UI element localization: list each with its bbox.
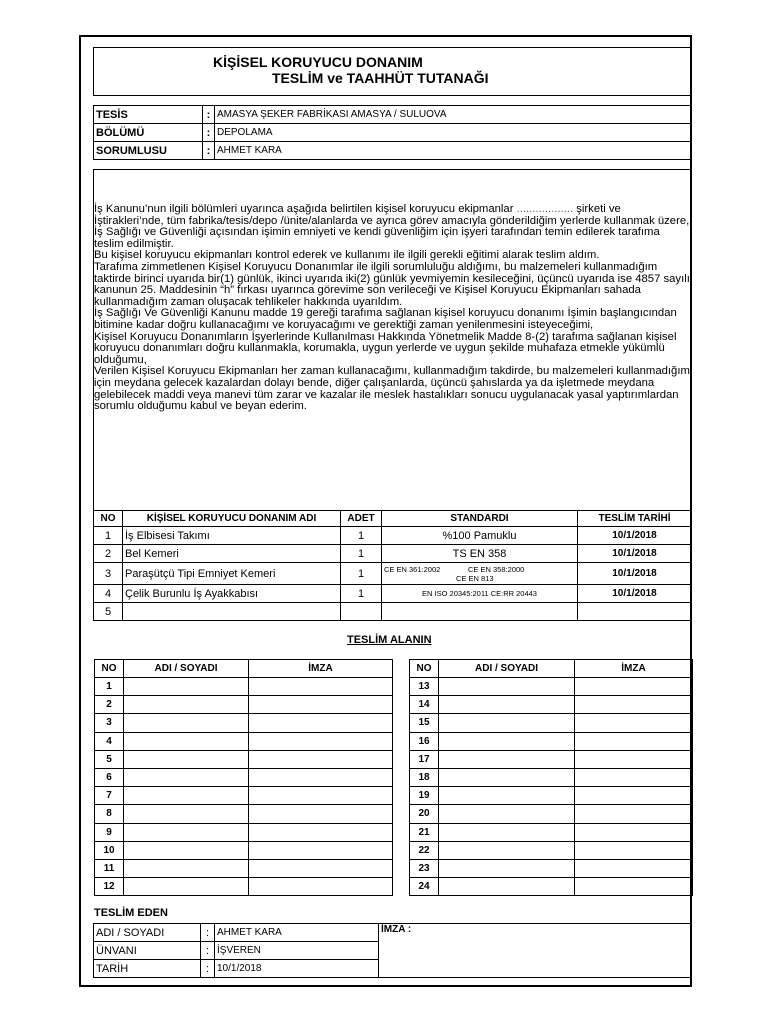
receiver-no: 23 — [410, 859, 439, 877]
receiver-name-cell[interactable] — [439, 696, 575, 714]
standard-c: CE EN 813 — [456, 573, 494, 583]
receiver-no: 13 — [410, 678, 439, 696]
responsible-label: SORUMLUSU — [94, 142, 203, 160]
receiver-no: 17 — [410, 750, 439, 768]
ppe-header-standard: STANDARDI — [382, 511, 578, 527]
ppe-no: 4 — [94, 585, 123, 603]
receiver-signature-cell[interactable] — [249, 768, 393, 786]
receiver-name-cell[interactable] — [439, 732, 575, 750]
giver-section-title: TESLİM EDEN — [94, 907, 168, 919]
receiver-name-cell[interactable] — [124, 878, 249, 896]
header-sign: İMZA — [249, 660, 393, 678]
header-no: NO — [410, 660, 439, 678]
receiver-no: 24 — [410, 878, 439, 896]
responsible-value: AHMET KARA — [215, 142, 692, 160]
receiver-no: 10 — [95, 841, 124, 859]
receiver-signature-cell[interactable] — [575, 696, 693, 714]
receiver-no: 15 — [410, 714, 439, 732]
receivers-header-row — [95, 660, 393, 678]
receiver-no: 4 — [95, 732, 124, 750]
header-name: ADI / SOYADI — [439, 660, 575, 678]
receiver-signature-cell[interactable] — [249, 732, 393, 750]
giver-date-colon: : — [201, 960, 215, 978]
receiver-signature-cell[interactable] — [575, 678, 693, 696]
facility-colon: : — [203, 106, 215, 124]
receiver-name-cell[interactable] — [439, 878, 575, 896]
receiver-no: 9 — [95, 823, 124, 841]
receivers-table-left — [94, 659, 393, 896]
commitment-paragraph-1 — [94, 204, 690, 250]
table-row — [94, 585, 692, 603]
table-row — [94, 527, 692, 545]
receiver-no: 18 — [410, 768, 439, 786]
table-row — [95, 732, 393, 750]
commitment-paragraph-3: Tarafıma zimmetlenen Kişisel Koruyucu Donanımlar ile ilgili sorumluluğu aldığımı, bu malzemeleri kullanmadığım taktirde birinci uyarıda bir(1) günlük, ikinci uyarıda iki(2) günlük yevmiyemin kesileceğini, üçüncü uyarıda ise 4857 sayılı kanunun 25. Maddesinin “h” fırkası uyarınca görevime son verileceği ve Kişisel Koruyucu Ekipmanları sahada kullanmadığım zaman oluşacak tehlikeler hakkında uyarıldım. — [94, 260, 690, 308]
department-value: DEPOLAMA — [215, 124, 692, 142]
ppe-qty: 1 — [341, 545, 382, 563]
table-row — [95, 878, 393, 896]
receiver-signature-cell[interactable] — [575, 750, 693, 768]
receiver-no: 14 — [410, 696, 439, 714]
receiver-name-cell[interactable] — [124, 787, 249, 805]
receiver-name-cell[interactable] — [439, 750, 575, 768]
table-row — [95, 787, 393, 805]
receiver-name-cell[interactable] — [124, 823, 249, 841]
facility-value: AMASYA ŞEKER FABRİKASI AMASYA / SULUOVA — [215, 106, 692, 124]
receiver-no: 5 — [95, 750, 124, 768]
receiver-no: 2 — [95, 696, 124, 714]
ppe-qty — [341, 603, 382, 621]
p1-start: İş Kanunu’nun ilgili bölümleri uyarınca aşağıda belirtilen kişisel koruyucu ekipmanlar — [94, 203, 517, 215]
giver-name-colon: : — [201, 924, 215, 942]
giver-title-value: İŞVEREN — [215, 942, 379, 960]
receiver-name-cell[interactable] — [124, 678, 249, 696]
commitment-paragraph-5: Kişisel Koruyucu Donanımların İşyerlerinde Kullanılması Hakkında Yönetmelik Madde 8-(2) tarafıma sağlanan kişisel koruyucu donanımları doğru kullanmakla, korumakla, uygun yerlerde ve uygun şekilde muhafaza etmekle yükümlü olduğumu, — [94, 330, 677, 366]
receiver-name-cell[interactable] — [439, 714, 575, 732]
commitment-paragraph-6: Verilen Kişisel Koruyucu Ekipmanları her zaman kullanacağımı, kullanmadığım takdirde, bu malzemeleri kullanmadığım için meydana gelecek kazalardan dolayı bende, diğer çalışanlarda, üçüncü şahıslarda ya da işletmede meydana gelebilecek maddi veya manevi tüm zarar ve kazalar ile meslek hastalıkları sonucu uygulanacak yasal yaptırımlardan sorumlu olduğumu kabul ve beyan ederim. — [94, 365, 690, 413]
ppe-no: 5 — [94, 603, 123, 621]
ppe-standard: TS EN 358 — [382, 545, 578, 563]
ppe-header-date: TESLİM TARİHİ — [578, 511, 692, 527]
receiver-name-cell[interactable] — [124, 768, 249, 786]
ppe-no: 3 — [94, 563, 123, 585]
receiver-signature-cell[interactable] — [575, 878, 693, 896]
receiver-no: 8 — [95, 805, 124, 823]
table-row — [410, 714, 693, 732]
table-row — [95, 805, 393, 823]
giver-signature-label: İMZA : — [381, 924, 412, 935]
table-row — [94, 545, 692, 563]
giver-date-value: 10/1/2018 — [215, 960, 379, 978]
ppe-header-row — [94, 511, 692, 527]
table-row — [94, 603, 692, 621]
receiver-name-cell[interactable] — [439, 787, 575, 805]
receiver-signature-cell[interactable] — [249, 696, 393, 714]
commitment-paragraph-2: Bu kişisel koruyucu ekipmanları kontrol ederek ve kullanımı ile ilgili gerekli eğitimi alarak teslim aldım. — [94, 249, 600, 262]
ppe-qty: 1 — [341, 563, 382, 585]
info-row-responsible — [94, 142, 692, 160]
company-placeholder-dots: .................. — [516, 203, 574, 215]
ppe-header-no: NO — [94, 511, 123, 527]
receiver-signature-cell[interactable] — [575, 805, 693, 823]
ppe-no: 1 — [94, 527, 123, 545]
receiver-no: 21 — [410, 823, 439, 841]
receiver-no: 6 — [95, 768, 124, 786]
receiver-name-cell[interactable] — [439, 823, 575, 841]
ppe-name: İş Elbisesi Takımı — [123, 527, 341, 545]
giver-title-colon: : — [201, 942, 215, 960]
standard-a: CE EN 361:2002 — [384, 564, 441, 574]
ppe-header-name: KİŞİSEL KORUYUCU DONANIM ADI — [123, 511, 341, 527]
receiver-signature-cell[interactable] — [249, 714, 393, 732]
info-row-department — [94, 124, 692, 142]
receiver-name-cell[interactable] — [124, 696, 249, 714]
giver-title-label: ÜNVANI — [94, 942, 201, 960]
ppe-qty: 1 — [341, 585, 382, 603]
giver-name-label: ADI / SOYADI — [94, 924, 201, 942]
table-row — [95, 841, 393, 859]
header-sign: İMZA — [575, 660, 693, 678]
facility-label: TESİS — [94, 106, 203, 124]
receiver-no: 11 — [95, 859, 124, 877]
ppe-standard — [382, 603, 578, 621]
receiver-name-cell[interactable] — [124, 732, 249, 750]
ppe-date: 10/1/2018 — [578, 563, 692, 585]
receiver-signature-cell[interactable] — [249, 841, 393, 859]
ppe-name: Çelik Burunlu İş Ayakkabısı — [123, 585, 341, 603]
receiver-name-cell[interactable] — [439, 859, 575, 877]
ppe-name — [123, 603, 341, 621]
responsible-colon: : — [203, 142, 215, 160]
table-row — [410, 841, 693, 859]
receiver-signature-cell[interactable] — [249, 805, 393, 823]
ppe-name: Bel Kemeri — [123, 545, 341, 563]
receiver-no: 7 — [95, 787, 124, 805]
receivers-table-right — [409, 659, 693, 896]
receiver-signature-cell[interactable] — [249, 787, 393, 805]
table-row — [95, 859, 393, 877]
table-row — [410, 732, 693, 750]
receiver-no: 1 — [95, 678, 124, 696]
receiver-no: 16 — [410, 732, 439, 750]
table-row — [410, 750, 693, 768]
p1-end: şirketi ve İştirakleri’nde, tüm fabrika/tesis/depo /ünite/alanlarda ve ayrıca görev amacıyla gönderildiğim yerlerde kullanmak üzere, İş Sağlığı ve Güvenliği açısından işimin emniyeti ve kendi güvenliğim için işyeri tarafından temin edilerek tarafıma teslim edilmiştir. — [94, 203, 690, 250]
standard-b: CE EN 358:2000 — [468, 564, 525, 574]
ppe-no: 2 — [94, 545, 123, 563]
receiver-no: 3 — [95, 714, 124, 732]
header-name: ADI / SOYADI — [124, 660, 249, 678]
receiver-name-cell[interactable] — [439, 805, 575, 823]
table-row — [410, 787, 693, 805]
ppe-qty: 1 — [341, 527, 382, 545]
receiver-name-cell[interactable] — [124, 714, 249, 732]
table-row — [410, 805, 693, 823]
receiver-name-cell[interactable] — [124, 750, 249, 768]
table-row — [410, 823, 693, 841]
ppe-header-qty: ADET — [341, 511, 382, 527]
receiver-signature-cell[interactable] — [575, 841, 693, 859]
facility-info-table — [93, 105, 692, 160]
table-row — [410, 768, 693, 786]
receiver-signature-cell[interactable] — [575, 823, 693, 841]
department-label: BÖLÜMÜ — [94, 124, 203, 142]
receiver-no: 20 — [410, 805, 439, 823]
receiver-name-cell[interactable] — [439, 768, 575, 786]
commitment-paragraph-4: İş Sağlığı Ve Güvenliği Kanunu madde 19 gereği tarafıma sağlanan kişisel koruyucu donanımı İşimin başlangıcından bitimine kadar doğru kullanacağımı ve koruyacağımı ve gerektiği zaman yenilenmesini isteyeceğimi, — [94, 307, 677, 331]
commitment-text — [94, 204, 690, 413]
table-row — [95, 678, 393, 696]
table-row — [410, 859, 693, 877]
table-row — [410, 696, 693, 714]
receiver-signature-cell[interactable] — [575, 787, 693, 805]
giver-row-name — [94, 924, 692, 942]
receiver-signature-cell[interactable] — [575, 714, 693, 732]
header-no: NO — [95, 660, 124, 678]
document-title-line2: TESLİM ve TAAHHÜT TUTANAĞI — [272, 70, 489, 86]
ppe-table — [93, 510, 692, 621]
ppe-date — [578, 603, 692, 621]
giver-signature-cell — [379, 924, 692, 978]
giver-table — [93, 923, 692, 978]
receiver-signature-cell[interactable] — [575, 859, 693, 877]
table-row — [94, 563, 692, 585]
ppe-standard: EN ISO 20345:2011 CE:RR 20443 — [382, 585, 578, 603]
receiver-name-cell[interactable] — [439, 841, 575, 859]
table-row — [95, 768, 393, 786]
receiver-name-cell[interactable] — [124, 841, 249, 859]
info-row-facility — [94, 106, 692, 124]
receiver-signature-cell[interactable] — [249, 859, 393, 877]
table-row — [95, 696, 393, 714]
giver-date-label: TARİH — [94, 960, 201, 978]
receiver-signature-cell[interactable] — [575, 732, 693, 750]
receivers-section-title: TESLİM ALANIN — [347, 634, 432, 646]
department-colon: : — [203, 124, 215, 142]
ppe-name: Paraşütçü Tipi Emniyet Kemeri — [123, 563, 341, 585]
receivers-header-row — [410, 660, 693, 678]
receiver-signature-cell[interactable] — [575, 768, 693, 786]
receiver-name-cell[interactable] — [124, 805, 249, 823]
ppe-standard: %100 Pamuklu — [382, 527, 578, 545]
table-row — [95, 750, 393, 768]
ppe-standard-multi — [382, 563, 578, 585]
table-row — [410, 878, 693, 896]
receiver-name-cell[interactable] — [124, 859, 249, 877]
receiver-no: 12 — [95, 878, 124, 896]
receiver-signature-cell[interactable] — [249, 878, 393, 896]
receiver-signature-cell[interactable] — [249, 823, 393, 841]
table-row — [95, 714, 393, 732]
ppe-date: 10/1/2018 — [578, 527, 692, 545]
receiver-signature-cell[interactable] — [249, 678, 393, 696]
document-title-line1: KİŞİSEL KORUYUCU DONANIM — [213, 54, 423, 70]
table-row — [95, 823, 393, 841]
giver-name-value: AHMET KARA — [215, 924, 379, 942]
receiver-no: 19 — [410, 787, 439, 805]
table-row — [410, 678, 693, 696]
receiver-name-cell[interactable] — [439, 678, 575, 696]
receiver-no: 22 — [410, 841, 439, 859]
ppe-date: 10/1/2018 — [578, 585, 692, 603]
receiver-signature-cell[interactable] — [249, 750, 393, 768]
ppe-date: 10/1/2018 — [578, 545, 692, 563]
